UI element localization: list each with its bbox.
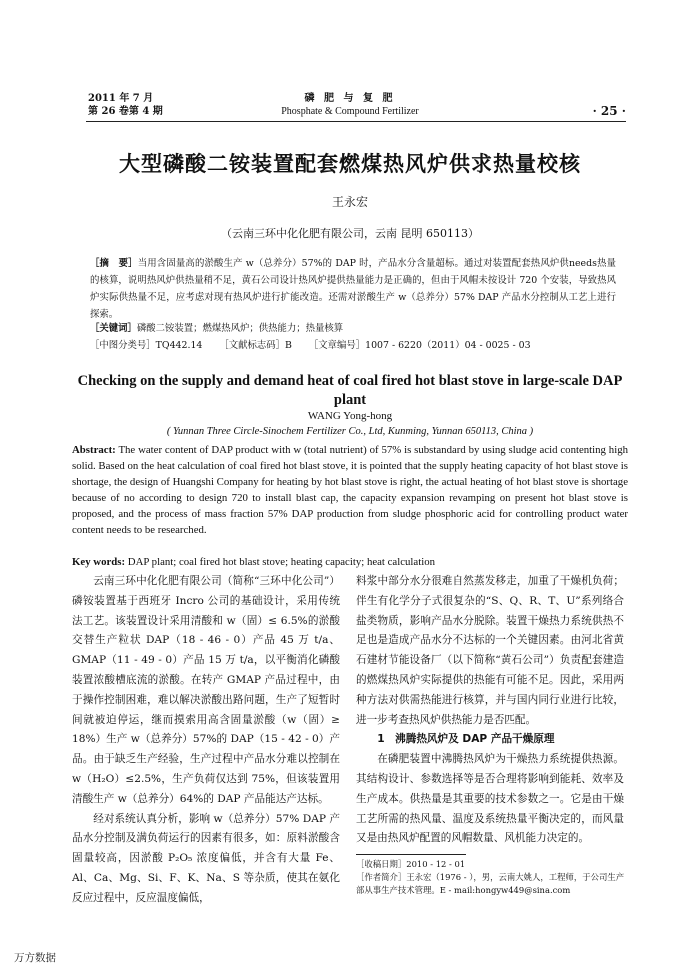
document-code: ［文献标志码］B bbox=[219, 340, 292, 351]
abstract-cn-label: ［摘 要］ bbox=[90, 258, 138, 269]
keywords-en-label: Key words: bbox=[72, 556, 126, 568]
author-cn: 王永宏 bbox=[331, 195, 368, 209]
abstract-cn-text: 当用含固量高的淤酸生产 w（总养分）57%的 DAP 时，产品水分含量超标。通过对装置配套热风炉供needs热量的核算，说明热风炉供热量稍不足，黄石公司设计热风炉提供热量能力是正确的，但由于风帽未按设计 720 个安装，导致热风炉实际供热量不足，应考虑对现有热风炉进行扩能改造。还需对淤酸生产 w（总养分）57% DAP 产品水分控制从工艺上进行探索。 bbox=[90, 258, 616, 320]
body-paragraph: 经对系统认真分析，影响 w（总养分）57% DAP 产品水分控制及满负荷运行的因素有很多，如：原料淤酸含固量较高，因淤酸 P₂O₅ 浓度偏低，并含有大量 Fe、Al、Ca、Mg、Si、F、K、Na、S 等杂质，使其在氨化反应过程中，反应温度偏低， bbox=[72, 812, 340, 904]
clc-number: ［中图分类号］TQ442.14 bbox=[90, 340, 203, 351]
abstract-en bbox=[72, 442, 628, 538]
keywords-cn bbox=[90, 320, 616, 337]
author-bio: ［作者简介］王永宏（1976 - ），男，云南大姚人，工程师，于公司生产部从事生产技术管理。E - mail:hongyw449@sina.com bbox=[356, 872, 625, 895]
affiliation-en: ( Yunnan Three Circle-Sinochem Fertilizer Co., Ltd, Kunming, Yunnan 650113, China ) bbox=[166, 426, 534, 437]
journal-name-en: Phosphate & Compound Fertilizer bbox=[281, 106, 419, 117]
journal-name-cn: 磷 肥 与 复 肥 bbox=[304, 93, 396, 104]
abstract-en-text: The water content of DAP product with w (total nutrient) of 57% is substandard by using sludge acid contenting high solid. Based on the heat calculation of coal fired hot blast stove, it is pointed that the supply heating capacity of hot blast stove is shortage, the design of Huangshi Company for heating by hot blast stove is right, the actual heating of hot blast stove is shortage because of no according to design 720 to install blast cap, the capacity expansion revamping on present hot blast stove is proposed, and the process of mass fraction 57% DAP production from sludge phosphoric acid for controlling product water content needs to be researched. bbox=[72, 444, 628, 536]
title-en: Checking on the supply and demand heat of coal fired hot blast stove in large-scale DAP plant bbox=[77, 373, 623, 408]
keywords-cn-label: ［关键词］ bbox=[90, 323, 137, 334]
affiliation-cn: （云南三环中化化肥有限公司，云南 昆明 650113） bbox=[221, 227, 479, 240]
keywords-en bbox=[72, 554, 628, 570]
footnote bbox=[356, 858, 632, 897]
body-paragraph: 料浆中部分水分很难自然蒸发移走，加重了干燥机负荷；伴生有化学分子式很复杂的“S、Q、R、T、U”系列络合盐类物质，影响产品水分脱除。装置干燥热力系统供热不足也是造成产品水分不达标的一个关键因素。由河北省黄石建材节能设备厂（以下简称“黄石公司”）负责配套建造的燃煤热风炉实际提供的热能有可能不足。因此，采用两种方法对供需热能进行核算，并与国内同行业进行比较，进一步考查热风炉供热能力是否匹配。 bbox=[356, 575, 624, 726]
issue-volume: 第 26 卷第 4 期 bbox=[88, 106, 163, 117]
abstract-cn bbox=[90, 255, 616, 323]
body-column-left bbox=[72, 572, 340, 909]
header-rule bbox=[86, 121, 626, 122]
body-column-right bbox=[356, 572, 624, 849]
keywords-en-text: DAP plant; coal fired hot blast stove; heating capacity; heat calculation bbox=[125, 556, 435, 568]
footnote-rule bbox=[356, 854, 466, 855]
title-cn: 大型磷酸二铵装置配套燃煤热风炉供求热量校核 bbox=[119, 152, 581, 176]
source-footer: 万方数据 bbox=[14, 952, 56, 964]
journal-name bbox=[260, 92, 440, 118]
issue-date: 2011 年 7 月 bbox=[88, 93, 154, 104]
page-number: · 25 · bbox=[592, 104, 626, 118]
body-paragraph: 云南三环中化化肥有限公司（简称“三环中化公司”）磷铵装置基于西班牙 Incro 公司的基础设计，采用传统法工艺。该装置设计采用清酸和 w（固）≤ 6.5%的淤酸交替生产粒状 DAP（18 - 46 - 0）产品 45 万 t/a、GMAP（11 - 49 - 0）产品 15 万 t/a，以平衡消化磷酸装置浓酸槽底流的淤酸。在转产 GMAP 产品过程中，由于操作控制困难，难以解决淤酸出路问题，生产了短暂时间就被迫停运，继而摸索用高含固量淤酸（w（固）≥ 18%）生产 w（总养分）57%的 DAP（15 - 42 - 0）产品。由于缺乏生产经验，生产过程中产品水分难以控制在 w（H₂O）≤2.5%，生产负荷仅达到 75%，但该装置用清酸生产 w（总养分）64%的 DAP 产品能达产达标。 bbox=[72, 575, 340, 805]
section-heading: 1 沸腾热风炉及 DAP 产品干燥原理 bbox=[377, 733, 555, 746]
classification-row bbox=[90, 337, 616, 354]
body-paragraph: 在磷肥装置中沸腾热风炉为干燥热力系统提供热源。其结构设计、参数选择等是否合理将影响到能耗、效率及生产成本。供热量是其重要的技术参数之一。它是由干燥工艺所需的热风量、温度及系统热量平衡决定的，而风量又是由热风炉配置的风帽数量、风机能力决定的。 bbox=[356, 753, 624, 845]
keywords-cn-text: 磷酸二铵装置；燃煤热风炉；供热能力；热量核算 bbox=[136, 323, 344, 334]
issue-info bbox=[88, 92, 163, 118]
received-date: ［收稿日期］2010 - 12 - 01 bbox=[356, 859, 466, 869]
author-en: WANG Yong-hong bbox=[307, 410, 393, 422]
abstract-en-label: Abstract: bbox=[72, 444, 116, 456]
article-number: ［文章编号］1007 - 6220（2011）04 - 0025 - 03 bbox=[308, 340, 531, 351]
